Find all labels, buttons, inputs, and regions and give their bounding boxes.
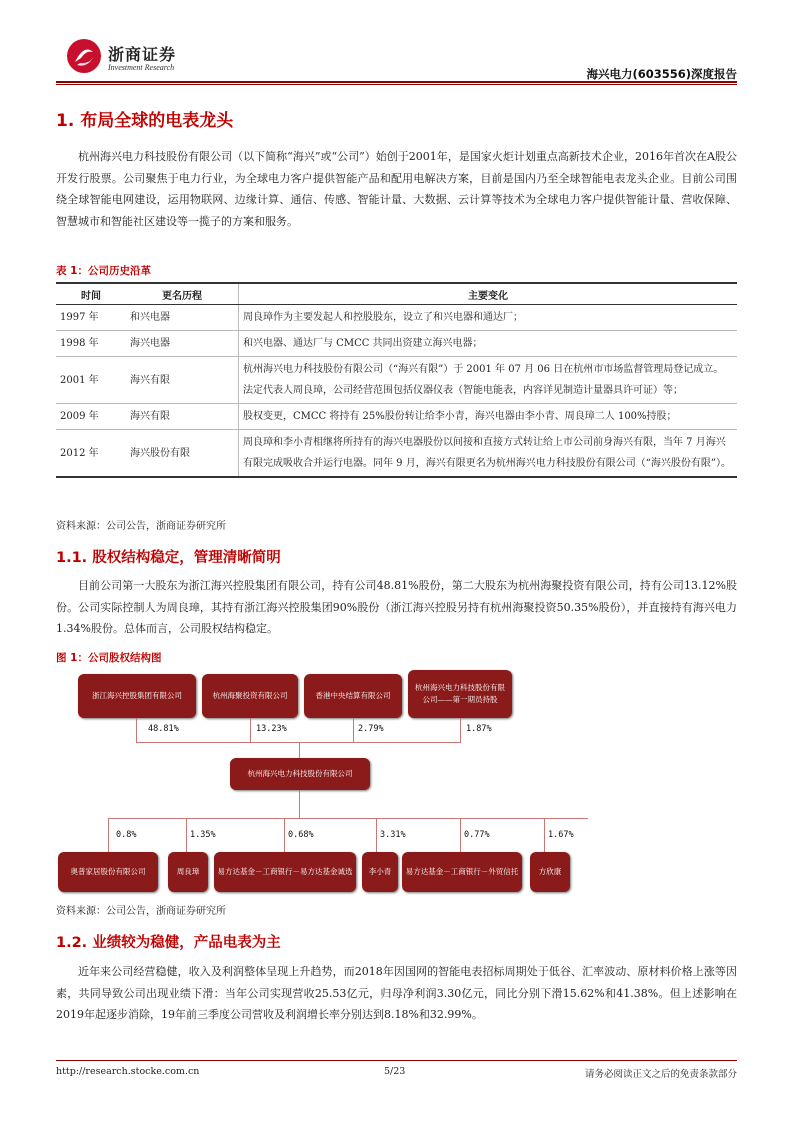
col-header-main-changes: 主要变化 [239, 283, 738, 305]
holding-box: 易方达基金－工商银行－外贸信托 [402, 852, 522, 892]
header-divider-thin [56, 84, 737, 85]
connector-line [108, 818, 109, 852]
connector-line [353, 718, 354, 742]
connector-line [376, 818, 377, 852]
table-row [56, 331, 737, 357]
cell-change: 周良璋作为主要发起人和控股股东，设立了和兴电器和通达厂； [239, 305, 738, 331]
cell-name: 和兴电器 [126, 305, 239, 331]
connector-line [186, 818, 187, 852]
company-logo-icon [66, 38, 102, 74]
header-divider [56, 81, 737, 83]
holding-box: 方欣康 [530, 852, 570, 892]
holding-box: 奥普家居股份有限公司 [58, 852, 158, 892]
section-1-2-title: 1.2. 业绩较为稳健，产品电表为主 [56, 935, 281, 951]
footer-disclaimer: 请务必阅读正文之后的免责条款部分 [584, 1069, 737, 1080]
holding-box: 李小青 [362, 852, 398, 892]
stake-percent: 3.31% [380, 830, 406, 840]
section-1-title: 1. 布局全球的电表龙头 [56, 111, 234, 131]
cell-change: 杭州海兴电力科技股份有限公司（“海兴有限”）于 2001 年 07 月 06 日在杭州市市场监督管理局登记成立。法定代表人周良璋，公司经营范围包括仪器仪表（智能电能表，内容详见制造计量器具许可证）等； [239, 357, 738, 404]
section-1-1-title: 1.1. 股权结构稳定，管理清晰简明 [56, 550, 281, 566]
holding-box: 易方达基金－工商银行－易方达基金诚选 [214, 852, 356, 892]
table-1-caption: 表 1：公司历史沿革 [56, 265, 151, 277]
connector-line [544, 818, 545, 852]
table-row [56, 430, 737, 478]
stake-percent: 1.35% [190, 830, 216, 840]
stake-percent: 13.23% [256, 724, 287, 734]
col-header-time: 时间 [56, 283, 126, 305]
stake-percent: 0.68% [288, 830, 314, 840]
report-tag: 海兴电力(603556)深度报告 [586, 67, 737, 81]
section-1-paragraph: 杭州海兴电力科技股份有限公司（以下简称“海兴”或“公司”）始创于2001年，是国家火炬计划重点高新技术企业，2016年首次在A股公开发行股票。公司聚焦于电力行业，为全球电力客户提供智能产品和配用电解决方案，目前是国内乃至全球智能电表龙头企业。目前公司围绕全球智能电网建设，运用物联网、边缘计算、通信、传感、智能计量、大数据、云计算等技术为全球电力客户提供智能计量、营收保障、智慧城市和智能社区建设等一揽子的方案和服务。 [56, 150, 737, 228]
table-header-row [56, 283, 737, 305]
footer-url[interactable]: http://research.stocke.com.cn [56, 1066, 200, 1077]
shareholder-box: 杭州海聚投资有限公司 [202, 674, 298, 718]
table-row [56, 305, 737, 331]
company-center-box: 杭州海兴电力科技股份有限公司 [230, 758, 370, 790]
page-number: 5/23 [384, 1066, 406, 1077]
figure-1-source: 资料来源：公司公告，浙商证券研究所 [56, 906, 226, 917]
ownership-chart [56, 668, 737, 898]
connector-line [299, 742, 300, 758]
section-1-1-paragraph: 目前公司第一大股东为浙江海兴控股集团有限公司，持有公司48.81%股份，第二大股东为杭州海聚投资有限公司，持有公司13.12%股份。公司实际控制人为周良璋，其持有浙江海兴控股集团90%股份（浙江海兴控股另持有杭州海聚投资50.35%股份），并直接持有海兴电力1.34%股份。总体而言，公司股权结构稳定。 [56, 579, 737, 635]
logo-chinese-name: 浙商证券 [108, 47, 177, 64]
shareholder-box: 香港中央结算有限公司 [304, 674, 402, 718]
connector-line [299, 790, 300, 818]
cell-change: 股权变更，CMCC 将持有 25%股份转让给李小青，海兴电器由李小青、周良璋二人 100%持股； [239, 404, 738, 430]
connector-line [284, 818, 285, 852]
history-table [56, 282, 737, 478]
cell-name: 海兴有限 [126, 404, 239, 430]
cell-name: 海兴股份有限 [126, 430, 239, 478]
table-row [56, 404, 737, 430]
section-1-2-paragraph: 近年来公司经营稳健，收入及利润整体呈现上升趋势，而2018年因国网的智能电表招标周期处于低谷、汇率波动、原材料价格上涨等因素，共同导致公司出现业绩下滑：当年公司实现营收25.53亿元，归母净利润3.30亿元，同比分别下滑15.62%和41.38%。但上述影响在2019年起逐步消除，19年前三季度公司营收及利润增长率分别达到8.18%和32.99%。 [56, 965, 737, 1021]
shareholder-box: 浙江海兴控股集团有限公司 [78, 674, 196, 718]
connector-line [460, 818, 461, 852]
stake-percent: 1.87% [466, 724, 492, 734]
table-1-source: 资料来源：公司公告，浙商证券研究所 [56, 521, 226, 532]
connector-line [460, 718, 461, 742]
footer-divider [56, 1060, 737, 1061]
stake-percent: 1.67% [548, 830, 574, 840]
stake-percent: 0.8% [116, 830, 137, 840]
cell-year: 1998 年 [56, 331, 126, 357]
cell-year: 2001 年 [56, 357, 126, 404]
connector-line [250, 718, 251, 742]
connector-line [136, 718, 137, 742]
connector-line [108, 818, 588, 819]
cell-year: 2012 年 [56, 430, 126, 478]
figure-1-caption: 图 1：公司股权结构图 [56, 652, 162, 664]
cell-year: 1997 年 [56, 305, 126, 331]
shareholder-box: 杭州海兴电力科技股份有限公司——第一期员持股 [408, 670, 512, 718]
cell-change: 周良璋和李小青相继将所持有的海兴电器股份以间接和直接方式转让给上市公司前身海兴有限，当年 7 月海兴有限完成吸收合并运行电器。同年 9 月，海兴有限更名为杭州海兴电力科技股份有限公司（“海兴股份有限”）。 [239, 430, 738, 478]
cell-year: 2009 年 [56, 404, 126, 430]
stake-percent: 48.81% [148, 724, 179, 734]
table-row [56, 357, 737, 404]
holding-box: 周良璋 [168, 852, 208, 892]
stake-percent: 0.77% [464, 830, 490, 840]
col-header-name-change: 更名历程 [126, 283, 239, 305]
logo-english-name: Investment Research [108, 63, 175, 72]
cell-change: 和兴电器、通达厂与 CMCC 共同出资建立海兴电器； [239, 331, 738, 357]
stake-percent: 2.79% [358, 724, 384, 734]
cell-name: 海兴电器 [126, 331, 239, 357]
cell-name: 海兴有限 [126, 357, 239, 404]
